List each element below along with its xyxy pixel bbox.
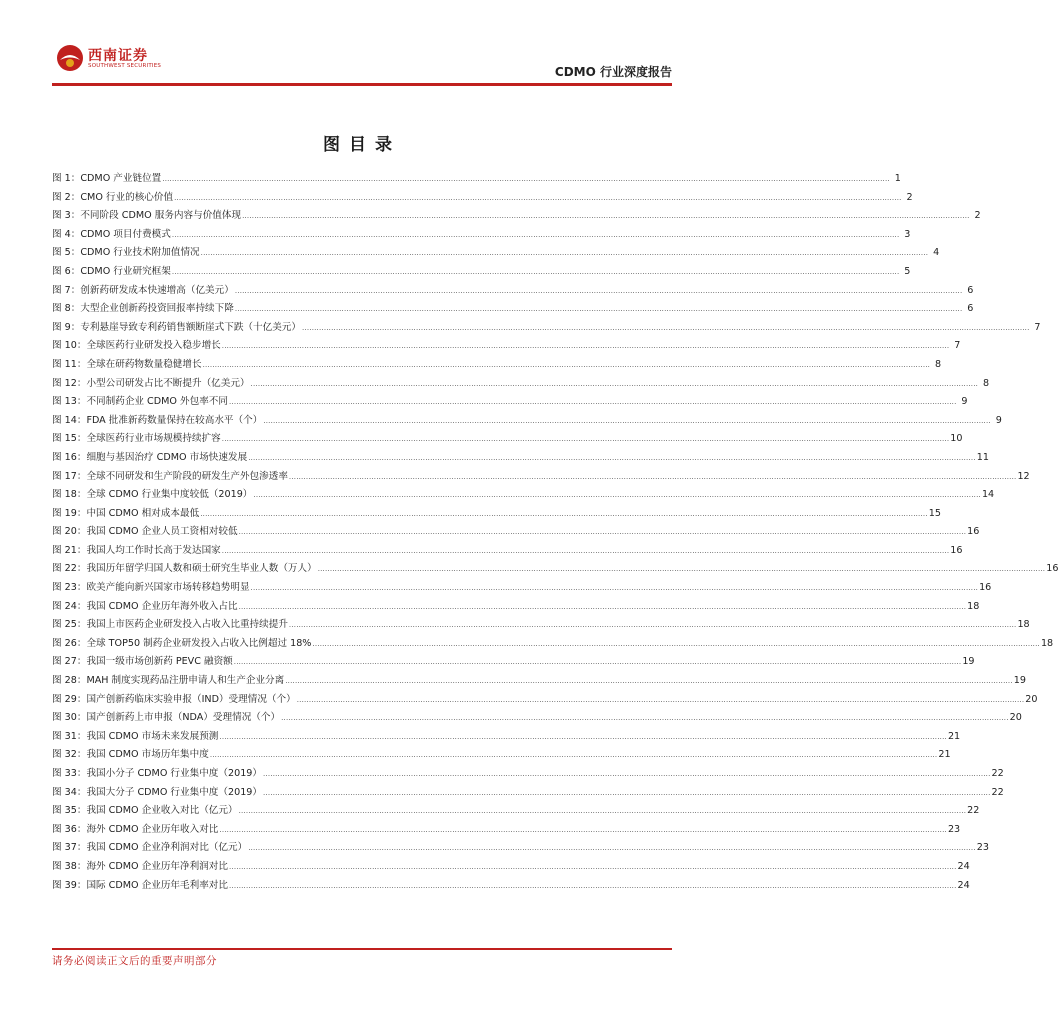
toc-dot-leader: ............................................................................................................................................................................................................................................................................................................ bbox=[221, 435, 950, 444]
toc-dot-leader: ............................................................................................................................................................................................................................................................................................................ bbox=[281, 714, 1009, 723]
toc-dot-leader: ............................................................................................................................................................................................................................................................................................................ bbox=[233, 658, 962, 667]
toc-entry-page: 9 bbox=[961, 396, 968, 408]
toc-entry-label: 图 14：FDA 批准新药数量保持在较高水平（个） bbox=[52, 414, 263, 426]
toc-entry-page: 6 bbox=[967, 303, 974, 315]
toc-entry-page: 24 bbox=[957, 860, 970, 872]
logo-chinese-name: 西南证券 bbox=[88, 48, 148, 64]
toc-entry[interactable] bbox=[52, 616, 1030, 635]
toc-dot-leader: ............................................................................................................................................................................................................................................................................................................ bbox=[317, 565, 1046, 574]
toc-entry[interactable] bbox=[52, 468, 1030, 487]
toc-dot-leader: ............................................................................................................................................................................................................................................................................................................ bbox=[238, 807, 967, 816]
toc-entry-label: 图 2：CMO 行业的核心价值 bbox=[52, 191, 174, 203]
toc-entry[interactable] bbox=[52, 542, 963, 561]
toc-entry-label: 图 28：MAH 制度实现药品注册申请人和生产企业分离 bbox=[52, 675, 285, 687]
toc-entry[interactable] bbox=[52, 505, 941, 524]
toc-dot-leader: ............................................................................................................................................................................................................................................................................................................ bbox=[263, 788, 991, 797]
toc-entry-page: 10 bbox=[950, 433, 963, 445]
toc-dot-leader: ............................................................................................................................................................................................................................................................................................................ bbox=[221, 546, 950, 555]
toc-dot-leader: ............................................................................................................................................................................................................................................................................................................ bbox=[242, 212, 970, 221]
toc-dot-leader: ............................................................................................................................................................................................................................................................................................................ bbox=[200, 509, 928, 518]
toc-entry[interactable] bbox=[52, 691, 1038, 710]
toc-entry-label: 图 30：国产创新药上市申报（NDA）受理情况（个） bbox=[52, 712, 281, 724]
toc-dot-leader: ............................................................................................................................................................................................................................................................................................................ bbox=[288, 621, 1017, 630]
toc-dot-leader: ............................................................................................................................................................................................................................................................................................................ bbox=[296, 695, 1025, 704]
toc-entry[interactable] bbox=[52, 765, 1004, 784]
toc-entry-label: 图 37：我国 CDMO 企业净利润对比（亿元） bbox=[52, 842, 248, 854]
toc-entry[interactable] bbox=[52, 356, 942, 375]
toc-entry-page: 14 bbox=[981, 489, 995, 501]
toc-entry-page: 2 bbox=[974, 210, 981, 222]
toc-entry-page: 16 bbox=[950, 544, 963, 556]
toc-entry-label: 图 8：大型企业创新药投资回报率持续下降 bbox=[52, 303, 234, 315]
toc-dot-leader: ............................................................................................................................................................................................................................................................................................................ bbox=[221, 342, 950, 351]
toc-entry-page: 12 bbox=[1017, 470, 1030, 482]
toc-entry-page: 7 bbox=[954, 340, 961, 352]
toc-entry[interactable] bbox=[52, 839, 989, 858]
toc-entry-page: 15 bbox=[928, 507, 941, 519]
toc-dot-leader: ............................................................................................................................................................................................................................................................................................................ bbox=[285, 677, 1013, 686]
toc-entry-label: 图 31：我国 CDMO 市场未来发展预测 bbox=[52, 730, 219, 742]
toc-entry-page: 19 bbox=[962, 656, 975, 668]
toc-entry[interactable] bbox=[52, 189, 913, 208]
toc-dot-leader: ............................................................................................................................................................................................................................................................................................................ bbox=[263, 770, 991, 778]
toc-entry-label: 图 25：我国上市医药企业研发投入占收入比重持续提升 bbox=[52, 619, 288, 631]
footer-disclaimer: 请务必阅读正文后的重要声明部分 bbox=[52, 955, 217, 967]
toc-dot-leader: ............................................................................................................................................................................................................................................................................................................ bbox=[171, 230, 900, 239]
toc-entry-label: 图 22：我国历年留学归国人数和硕士研究生毕业人数（万人） bbox=[52, 563, 317, 575]
toc-dot-leader: ............................................................................................................................................................................................................................................................................................................ bbox=[248, 844, 976, 853]
toc-entry-label: 图 38：海外 CDMO 企业历年净利润对比 bbox=[52, 860, 228, 872]
toc-entry-page: 16 bbox=[1046, 563, 1058, 575]
toc-entry[interactable] bbox=[52, 560, 1058, 579]
toc-dot-leader: ............................................................................................................................................................................................................................................................................................................ bbox=[248, 453, 976, 462]
toc-entry-page: 7 bbox=[1034, 321, 1041, 333]
header-divider bbox=[52, 83, 672, 86]
toc-entry-page: 6 bbox=[967, 284, 974, 296]
toc-entry[interactable] bbox=[52, 728, 961, 747]
toc-entry-label: 图 13：不同制药企业 CDMO 外包率不同 bbox=[52, 396, 228, 408]
toc-entry-page: 5 bbox=[904, 265, 911, 277]
toc-entry-page: 11 bbox=[976, 451, 989, 463]
toc-dot-leader: ............................................................................................................................................................................................................................................................................................................ bbox=[200, 249, 929, 258]
toc-entry-label: 图 3：不同阶段 CDMO 服务内容与价值体现 bbox=[52, 210, 242, 222]
toc-entry[interactable] bbox=[52, 858, 970, 877]
toc-dot-leader: ............................................................................................................................................................................................................................................................................................................ bbox=[312, 639, 1040, 648]
company-logo bbox=[56, 44, 176, 74]
toc-entry-page: 8 bbox=[982, 377, 990, 389]
toc-entry-page: 8 bbox=[935, 358, 942, 370]
toc-dot-leader: ............................................................................................................................................................................................................................................................................................................ bbox=[171, 267, 900, 276]
report-title: CDMO 行业深度报告 bbox=[554, 65, 672, 79]
toc-entry-label: 图 5：CDMO 行业技术附加值情况 bbox=[52, 247, 200, 259]
toc-entry-label: 图 15：全球医药行业市场规模持续扩容 bbox=[52, 433, 221, 445]
toc-entry[interactable] bbox=[52, 393, 968, 412]
toc-entry-page: 18 bbox=[1040, 637, 1054, 649]
logo-mark-icon bbox=[56, 44, 84, 72]
toc-entry[interactable] bbox=[52, 170, 901, 189]
toc-entry-page: 16 bbox=[967, 526, 980, 538]
logo-english-name: SOUTHWEST SECURITIES bbox=[88, 63, 162, 69]
toc-entry-label: 图 33：我国小分子 CDMO 行业集中度（2019） bbox=[52, 768, 262, 779]
toc-entry[interactable] bbox=[52, 709, 1022, 728]
toc-dot-leader: ............................................................................................................................................................................................................................................................................................................ bbox=[253, 491, 981, 500]
toc-entry[interactable] bbox=[52, 653, 975, 672]
toc-entry-page: 19 bbox=[1013, 675, 1026, 687]
toc-entry[interactable] bbox=[52, 598, 980, 617]
toc-entry-label: 图 16：细胞与基因治疗 CDMO 市场快速发展 bbox=[52, 451, 248, 463]
toc-entry[interactable] bbox=[52, 430, 963, 449]
toc-entry-label: 图 23：欧美产能向新兴国家市场转移趋势明显 bbox=[52, 582, 250, 594]
toc-entry-page: 22 bbox=[967, 805, 980, 817]
toc-entry-label: 图 26：全球 TOP50 制药企业研发投入占收入比例超过 18% bbox=[52, 637, 312, 649]
toc-entry[interactable] bbox=[52, 672, 1026, 691]
toc-entry-page: 2 bbox=[906, 191, 913, 203]
toc-entry-label: 图 20：我国 CDMO 企业人员工资相对较低 bbox=[52, 526, 238, 538]
toc-entry[interactable] bbox=[52, 635, 1054, 654]
toc-entry-page: 20 bbox=[1025, 693, 1038, 705]
toc-entry-page: 4 bbox=[933, 247, 940, 259]
toc-entry-page: 23 bbox=[976, 842, 989, 854]
toc-entry-page: 23 bbox=[947, 823, 961, 835]
toc-dot-leader: ............................................................................................................................................................................................................................................................................................................ bbox=[229, 862, 957, 871]
toc-entry-page: 24 bbox=[957, 879, 970, 891]
toc-entry-label: 图 1：CDMO 产业链位置 bbox=[52, 173, 162, 184]
toc-dot-leader: ............................................................................................................................................................................................................................................................................................................ bbox=[229, 881, 957, 890]
toc-entry[interactable] bbox=[52, 486, 995, 505]
toc-entry[interactable] bbox=[52, 375, 990, 394]
toc-dot-leader: ............................................................................................................................................................................................................................................................................................................ bbox=[202, 360, 931, 369]
toc-entry[interactable] bbox=[52, 263, 911, 282]
toc-entry-label: 图 12：小型公司研发占比不断提升（亿美元） bbox=[52, 377, 250, 389]
toc-dot-leader: ............................................................................................................................................................................................................................................................................................................ bbox=[302, 323, 1030, 332]
figure-table-of-contents bbox=[52, 170, 1058, 895]
toc-entry-label: 图 39：国际 CDMO 企业历年毛利率对比 bbox=[52, 879, 228, 891]
toc-dot-leader: ............................................................................................................................................................................................................................................................................................................ bbox=[229, 398, 957, 407]
toc-dot-leader: ............................................................................................................................................................................................................................................................................................................ bbox=[174, 193, 902, 202]
toc-entry[interactable] bbox=[52, 226, 911, 245]
toc-entry-label: 图 32：我国 CDMO 市场历年集中度 bbox=[52, 749, 209, 761]
toc-entry-page: 18 bbox=[967, 600, 980, 612]
toc-entry-label: 图 19：中国 CDMO 相对成本最低 bbox=[52, 507, 200, 519]
toc-entry-label: 图 11：全球在研药物数量稳健增长 bbox=[52, 358, 202, 370]
toc-entry-page: 18 bbox=[1017, 619, 1030, 631]
toc-entry-label: 图 18：全球 CDMO 行业集中度较低（2019） bbox=[52, 489, 253, 501]
toc-entry-label: 图 7：创新药研发成本快速增高（亿美元） bbox=[52, 284, 234, 296]
toc-entry-page: 1 bbox=[894, 173, 901, 184]
toc-dot-leader: ............................................................................................................................................................................................................................................................................................................ bbox=[238, 602, 967, 611]
toc-entry-page: 9 bbox=[995, 414, 1002, 426]
toc-entry-label: 图 29：国产创新药临床实验申报（IND）受理情况（个） bbox=[52, 693, 296, 705]
toc-dot-leader: ............................................................................................................................................................................................................................................................................................................ bbox=[238, 528, 967, 537]
toc-dot-leader: ............................................................................................................................................................................................................................................................................................................ bbox=[234, 305, 963, 314]
toc-entry-page: 22 bbox=[991, 786, 1004, 798]
toc-entry[interactable] bbox=[52, 877, 970, 896]
toc-dot-leader: ............................................................................................................................................................................................................................................................................................................ bbox=[219, 732, 947, 741]
toc-dot-leader: ............................................................................................................................................................................................................................................................................................................ bbox=[162, 175, 890, 183]
toc-entry-label: 图 34：我国大分子 CDMO 行业集中度（2019） bbox=[52, 786, 262, 798]
toc-entry[interactable] bbox=[52, 746, 951, 765]
toc-dot-leader: ............................................................................................................................................................................................................................................................................................................ bbox=[288, 472, 1017, 481]
toc-entry[interactable] bbox=[52, 802, 980, 821]
toc-entry[interactable] bbox=[52, 207, 981, 226]
toc-entry-page: 16 bbox=[979, 582, 992, 594]
toc-dot-leader: ............................................................................................................................................................................................................................................................................................................ bbox=[234, 286, 963, 295]
toc-entry-label: 图 9：专利悬崖导致专利药销售额断崖式下跌（十亿美元） bbox=[52, 321, 301, 333]
toc-entry-label: 图 27：我国一级市场创新药 PEVC 融资额 bbox=[52, 656, 233, 668]
toc-entry-label: 图 10：全球医药行业研发投入稳步增长 bbox=[52, 340, 221, 352]
toc-entry[interactable] bbox=[52, 244, 940, 263]
toc-dot-leader: ............................................................................................................................................................................................................................................................................................................ bbox=[219, 825, 947, 834]
toc-entry-label: 图 35：我国 CDMO 企业收入对比（亿元） bbox=[52, 805, 238, 817]
toc-entry[interactable] bbox=[52, 523, 980, 542]
toc-entry[interactable] bbox=[52, 579, 992, 598]
toc-entry-label: 图 21：我国人均工作时长高于发达国家 bbox=[52, 544, 221, 556]
toc-entry-page: 22 bbox=[991, 768, 1004, 779]
toc-entry[interactable] bbox=[52, 337, 961, 356]
toc-entry[interactable] bbox=[52, 412, 1002, 431]
toc-entry-page: 3 bbox=[904, 228, 911, 240]
toc-entry-label: 图 24：我国 CDMO 企业历年海外收入占比 bbox=[52, 600, 238, 612]
toc-entry-label: 图 36：海外 CDMO 企业历年收入对比 bbox=[52, 823, 219, 835]
toc-entry[interactable] bbox=[52, 821, 961, 840]
toc-entry-label: 图 4：CDMO 项目付费模式 bbox=[52, 228, 171, 240]
page-header bbox=[0, 0, 724, 90]
toc-entry-page: 20 bbox=[1009, 712, 1022, 724]
toc-dot-leader: ............................................................................................................................................................................................................................................................................................................ bbox=[263, 416, 991, 425]
toc-entry[interactable] bbox=[52, 449, 989, 468]
toc-entry-page: 21 bbox=[938, 749, 951, 761]
toc-dot-leader: ............................................................................................................................................................................................................................................................................................................ bbox=[209, 751, 938, 760]
toc-entry[interactable] bbox=[52, 282, 974, 301]
toc-entry[interactable] bbox=[52, 784, 1004, 803]
toc-entry[interactable] bbox=[52, 300, 974, 319]
toc-dot-leader: ............................................................................................................................................................................................................................................................................................................ bbox=[250, 584, 979, 593]
toc-entry-label: 图 17：全球不同研发和生产阶段的研发生产外包渗透率 bbox=[52, 470, 288, 482]
toc-entry-page: 21 bbox=[947, 730, 961, 742]
toc-heading: 图目录 bbox=[323, 135, 401, 155]
toc-entry-label: 图 6：CDMO 行业研究框架 bbox=[52, 265, 171, 277]
toc-dot-leader: ............................................................................................................................................................................................................................................................................................................ bbox=[250, 379, 979, 388]
toc-entry[interactable] bbox=[52, 319, 1041, 338]
footer-divider bbox=[52, 948, 672, 950]
